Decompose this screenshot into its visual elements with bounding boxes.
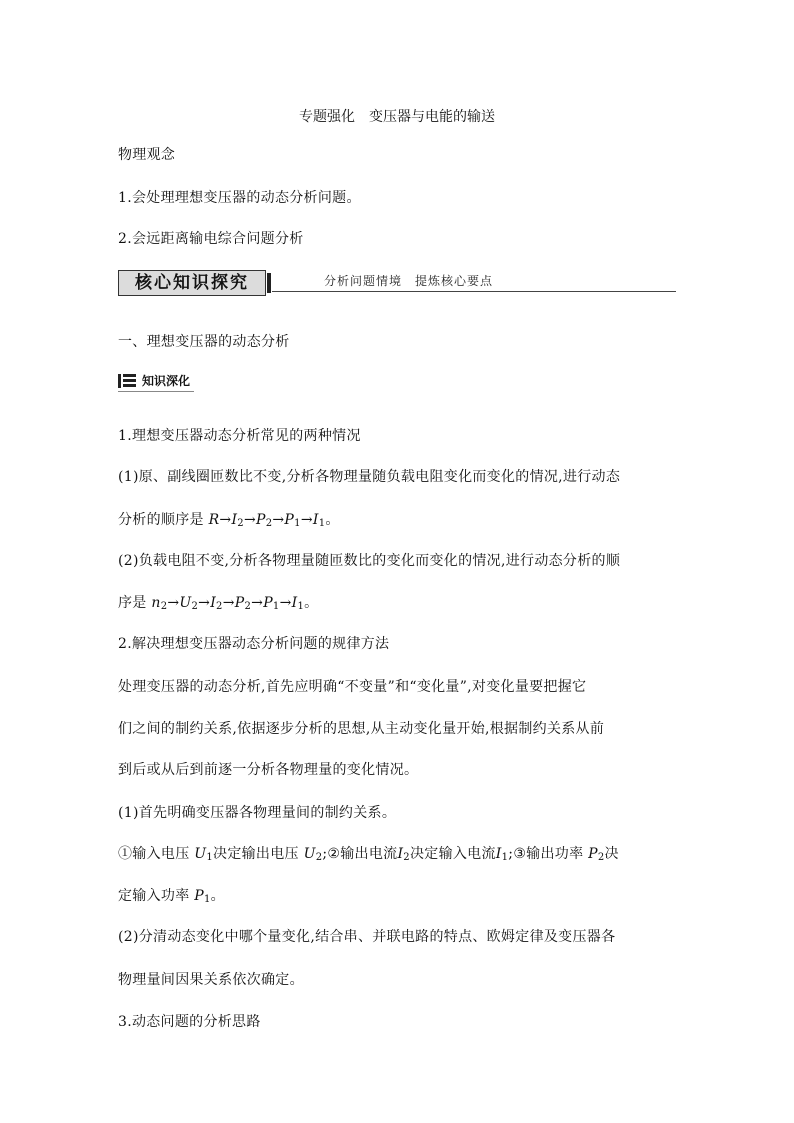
tag-underline xyxy=(118,391,194,392)
intro-heading: 物理观念 xyxy=(118,147,176,163)
para-1a-line-2 xyxy=(118,511,678,529)
text-input-power: 定输入功率 xyxy=(118,888,195,904)
para-2a: (1)首先明确变压器各物理量间的制约关系。 xyxy=(118,805,397,821)
list-icon xyxy=(118,374,136,388)
para-1b-prefix: 序是 xyxy=(118,595,152,611)
section-heading: 一、理想变压器的动态分析 xyxy=(118,334,290,350)
para-1a-prefix: 分析的顺序是 xyxy=(118,512,209,528)
text-output-current: ;②输出电流 xyxy=(322,846,398,862)
sequence-formula-2: $n_2\to U_2\to I_2\to P_2\to P_1\to I_1$。 xyxy=(151,595,319,612)
para-2-heading: 2.解决理想变压器动态分析问题的规律方法 xyxy=(118,636,390,652)
sequence-formula-1: $R\to I_2\to P_2\to P_1\to I_1$。 xyxy=(208,512,340,529)
text-output-power: ;③输出功率 xyxy=(508,846,589,862)
text-decides-input-current: 决定输入电流 xyxy=(409,846,496,862)
para-3-heading: 3.动态问题的分析思路 xyxy=(118,1014,261,1030)
para-1a-line-1: (1)原、副线圈匝数比不变,分析各物理量随负载电阻变化而变化的情况,进行动态 xyxy=(118,469,621,485)
intro-item-2: 2.会远距离输电综合问题分析 xyxy=(118,231,304,247)
para-1-heading: 1.理想变压器动态分析常见的两种情况 xyxy=(118,428,361,444)
tag-label: 知识深化 xyxy=(142,374,191,388)
para-2-line-2: 们之间的制约关系,依据逐步分析的思想,从主动变化量开始,根据制约关系从前 xyxy=(118,721,605,737)
para-2b-line-1: (2)分清动态变化中哪个量变化,结合串、并联电路的特点、欧姆定律及变压器各 xyxy=(118,929,616,945)
para-1b-line-2 xyxy=(118,594,678,612)
para-2b-line-2: 物理量间因果关系依次确定。 xyxy=(118,972,304,988)
para-2a-item-line-2: 定输入功率 $P_1$。 xyxy=(118,888,225,905)
text-decides: 决 xyxy=(604,846,619,862)
para-2-line-3: 到后或从后到前逐一分析各物理量的变化情况。 xyxy=(118,762,419,778)
text-input-voltage: ①输入电压 xyxy=(118,846,195,862)
para-2a-item-line-1: ①输入电压 $U_1$决定输出电压 $U_2;②$输出电流$I_2$决定输入电流$I_1;③$输出功率 $P_2$决 xyxy=(118,846,619,863)
para-1b-line-1: (2)负载电阻不变,分析各物理量随匝数比的变化而变化的情况,进行动态分析的顺 xyxy=(118,553,621,569)
banner-rule xyxy=(272,291,676,292)
page-title: 专题强化 变压器与电能的输送 xyxy=(299,109,495,125)
intro-item-1: 1.会处理理想变压器的动态分析问题。 xyxy=(118,190,361,206)
banner-subtitle: 分析问题情境 提炼核心要点 xyxy=(324,274,494,288)
text-decides-output-voltage: 决定输出电压 xyxy=(213,846,304,862)
para-2-line-1: 处理变压器的动态分析,首先应明确“不变量”和“变化量”,对变化量要把握它 xyxy=(118,679,587,695)
banner-title: 核心知识探究 xyxy=(118,270,266,296)
section-banner xyxy=(118,270,676,298)
